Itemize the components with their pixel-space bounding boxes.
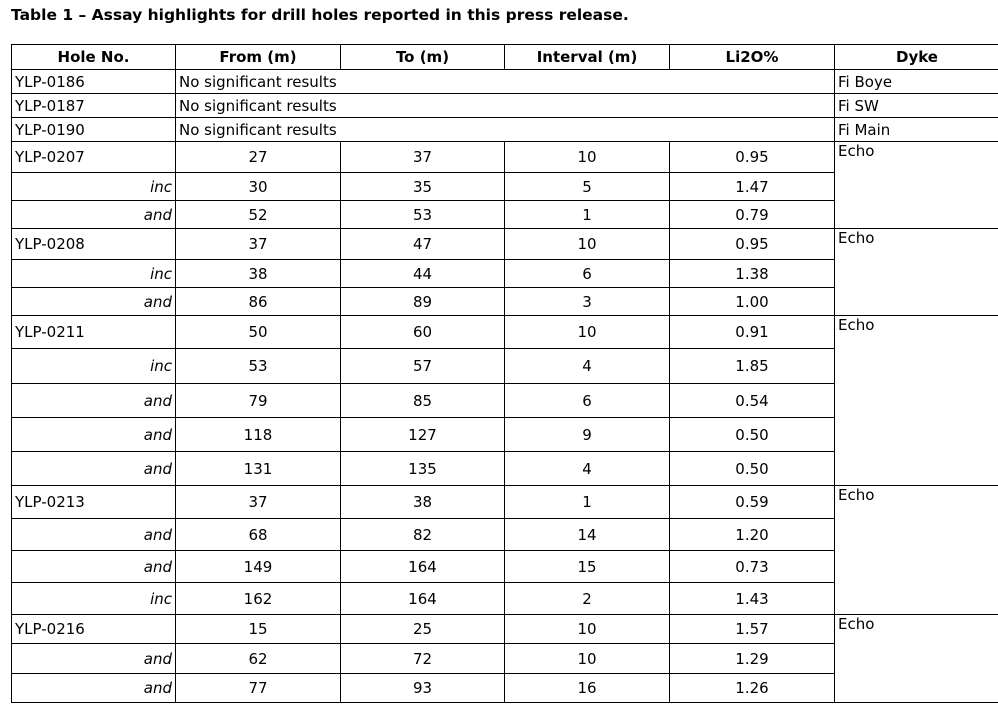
header-hole-no: Hole No. bbox=[12, 45, 176, 70]
to-cell: 35 bbox=[341, 173, 505, 201]
to-cell: 135 bbox=[341, 452, 505, 486]
table-row bbox=[12, 229, 998, 260]
interval-cell: 10 bbox=[505, 316, 670, 349]
from-cell: 68 bbox=[176, 519, 341, 551]
from-cell: 37 bbox=[176, 486, 341, 519]
hole-no-cell: YLP-0213 bbox=[12, 486, 176, 519]
hole-no-cell: YLP-0187 bbox=[12, 94, 176, 118]
table-row bbox=[12, 142, 998, 173]
interval-cell: 10 bbox=[505, 142, 670, 173]
li2o-cell: 1.43 bbox=[670, 583, 835, 615]
qualifier-cell: inc bbox=[12, 260, 176, 288]
qualifier-cell: and bbox=[12, 551, 176, 583]
no-result-row bbox=[12, 118, 998, 142]
interval-cell: 2 bbox=[505, 583, 670, 615]
header-row bbox=[12, 45, 998, 70]
qualifier-cell: and bbox=[12, 644, 176, 674]
table-caption: Table 1 – Assay highlights for drill holes reported in this press release. bbox=[11, 6, 629, 24]
li2o-cell: 0.73 bbox=[670, 551, 835, 583]
li2o-cell: 1.00 bbox=[670, 288, 835, 316]
qualifier-cell: and bbox=[12, 288, 176, 316]
to-cell: 47 bbox=[341, 229, 505, 260]
from-cell: 118 bbox=[176, 418, 341, 452]
qualifier-cell: and bbox=[12, 674, 176, 703]
to-cell: 60 bbox=[341, 316, 505, 349]
interval-cell: 1 bbox=[505, 201, 670, 229]
no-significant-results-cell: No significant results bbox=[176, 118, 835, 142]
dyke-cell: Echo bbox=[835, 316, 998, 486]
no-significant-results-cell: No significant results bbox=[176, 94, 835, 118]
header-from: From (m) bbox=[176, 45, 341, 70]
qualifier-cell: inc bbox=[12, 173, 176, 201]
from-cell: 53 bbox=[176, 349, 341, 384]
table-row bbox=[12, 615, 998, 644]
li2o-cell: 1.26 bbox=[670, 674, 835, 703]
qualifier-cell: inc bbox=[12, 583, 176, 615]
to-cell: 164 bbox=[341, 551, 505, 583]
interval-cell: 15 bbox=[505, 551, 670, 583]
from-cell: 50 bbox=[176, 316, 341, 349]
from-cell: 149 bbox=[176, 551, 341, 583]
interval-cell: 16 bbox=[505, 674, 670, 703]
from-cell: 27 bbox=[176, 142, 341, 173]
from-cell: 86 bbox=[176, 288, 341, 316]
to-cell: 93 bbox=[341, 674, 505, 703]
dyke-cell: Fi Boye bbox=[835, 70, 998, 94]
li2o-cell: 1.29 bbox=[670, 644, 835, 674]
to-cell: 53 bbox=[341, 201, 505, 229]
no-result-row bbox=[12, 70, 998, 94]
qualifier-cell: and bbox=[12, 384, 176, 418]
to-cell: 57 bbox=[341, 349, 505, 384]
interval-cell: 3 bbox=[505, 288, 670, 316]
from-cell: 162 bbox=[176, 583, 341, 615]
interval-cell: 6 bbox=[505, 260, 670, 288]
interval-cell: 10 bbox=[505, 644, 670, 674]
from-cell: 15 bbox=[176, 615, 341, 644]
dyke-cell: Echo bbox=[835, 615, 998, 703]
dyke-cell: Echo bbox=[835, 142, 998, 229]
from-cell: 131 bbox=[176, 452, 341, 486]
interval-cell: 10 bbox=[505, 615, 670, 644]
hole-no-cell: YLP-0207 bbox=[12, 142, 176, 173]
hole-no-cell: YLP-0208 bbox=[12, 229, 176, 260]
li2o-cell: 0.59 bbox=[670, 486, 835, 519]
interval-cell: 6 bbox=[505, 384, 670, 418]
to-cell: 37 bbox=[341, 142, 505, 173]
table-body bbox=[12, 70, 998, 703]
interval-cell: 9 bbox=[505, 418, 670, 452]
from-cell: 37 bbox=[176, 229, 341, 260]
no-result-row bbox=[12, 94, 998, 118]
li2o-cell: 0.79 bbox=[670, 201, 835, 229]
li2o-cell: 0.91 bbox=[670, 316, 835, 349]
li2o-cell: 0.95 bbox=[670, 142, 835, 173]
hole-no-cell: YLP-0211 bbox=[12, 316, 176, 349]
to-cell: 44 bbox=[341, 260, 505, 288]
assay-table bbox=[11, 44, 998, 703]
to-cell: 82 bbox=[341, 519, 505, 551]
interval-cell: 4 bbox=[505, 349, 670, 384]
from-cell: 52 bbox=[176, 201, 341, 229]
header-dyke: Dyke bbox=[835, 45, 998, 70]
li2o-cell: 1.47 bbox=[670, 173, 835, 201]
header-li2o: Li2O% bbox=[670, 45, 835, 70]
interval-cell: 14 bbox=[505, 519, 670, 551]
interval-cell: 10 bbox=[505, 229, 670, 260]
interval-cell: 1 bbox=[505, 486, 670, 519]
to-cell: 38 bbox=[341, 486, 505, 519]
qualifier-cell: inc bbox=[12, 349, 176, 384]
table-row bbox=[12, 486, 998, 519]
qualifier-cell: and bbox=[12, 452, 176, 486]
qualifier-cell: and bbox=[12, 519, 176, 551]
interval-cell: 4 bbox=[505, 452, 670, 486]
interval-cell: 5 bbox=[505, 173, 670, 201]
dyke-cell: Echo bbox=[835, 229, 998, 316]
li2o-cell: 1.20 bbox=[670, 519, 835, 551]
qualifier-cell: and bbox=[12, 201, 176, 229]
dyke-cell: Fi Main bbox=[835, 118, 998, 142]
li2o-cell: 0.50 bbox=[670, 452, 835, 486]
hole-no-cell: YLP-0186 bbox=[12, 70, 176, 94]
from-cell: 30 bbox=[176, 173, 341, 201]
table-header bbox=[12, 45, 998, 70]
qualifier-cell: and bbox=[12, 418, 176, 452]
li2o-cell: 0.54 bbox=[670, 384, 835, 418]
li2o-cell: 1.57 bbox=[670, 615, 835, 644]
from-cell: 79 bbox=[176, 384, 341, 418]
to-cell: 72 bbox=[341, 644, 505, 674]
from-cell: 38 bbox=[176, 260, 341, 288]
to-cell: 127 bbox=[341, 418, 505, 452]
hole-no-cell: YLP-0216 bbox=[12, 615, 176, 644]
no-significant-results-cell: No significant results bbox=[176, 70, 835, 94]
hole-no-cell: YLP-0190 bbox=[12, 118, 176, 142]
to-cell: 25 bbox=[341, 615, 505, 644]
to-cell: 89 bbox=[341, 288, 505, 316]
header-to: To (m) bbox=[341, 45, 505, 70]
from-cell: 77 bbox=[176, 674, 341, 703]
li2o-cell: 1.38 bbox=[670, 260, 835, 288]
li2o-cell: 0.50 bbox=[670, 418, 835, 452]
dyke-cell: Fi SW bbox=[835, 94, 998, 118]
to-cell: 85 bbox=[341, 384, 505, 418]
table-row bbox=[12, 316, 998, 349]
li2o-cell: 1.85 bbox=[670, 349, 835, 384]
li2o-cell: 0.95 bbox=[670, 229, 835, 260]
header-interval: Interval (m) bbox=[505, 45, 670, 70]
dyke-cell: Echo bbox=[835, 486, 998, 615]
to-cell: 164 bbox=[341, 583, 505, 615]
from-cell: 62 bbox=[176, 644, 341, 674]
